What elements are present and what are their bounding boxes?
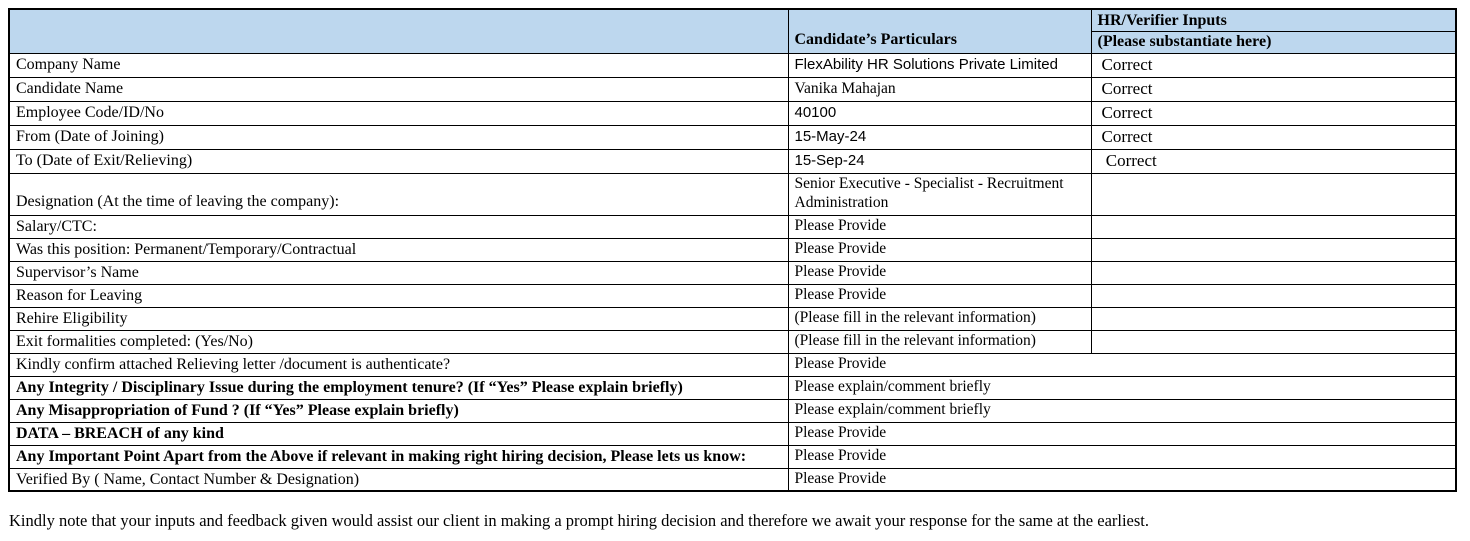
candidate-value-cell: Please Provide <box>788 468 1456 491</box>
footer-note: Kindly note that your inputs and feedback given would assist our client in making a prompt hiring decision and therefore we await your response for the same at the earliest. <box>9 511 1150 530</box>
table-row <box>9 445 1456 468</box>
verifier-input-cell[interactable] <box>1091 215 1456 238</box>
row-label-cell: Rehire Eligibility <box>9 307 788 330</box>
row-label-cell: Company Name <box>9 53 788 77</box>
table-row <box>9 215 1456 238</box>
candidate-value-cell: FlexAbility HR Solutions Private Limited <box>788 53 1091 77</box>
verifier-input-cell[interactable] <box>1091 261 1456 284</box>
verifier-input-cell[interactable]: Correct <box>1091 101 1456 125</box>
table-row <box>9 125 1456 149</box>
row-label-cell: Designation (At the time of leaving the company): <box>9 173 788 215</box>
row-label-cell: From (Date of Joining) <box>9 125 788 149</box>
table-row <box>9 101 1456 125</box>
header-hr-verifier-inputs: HR/Verifier Inputs <box>1091 9 1456 31</box>
table-row <box>9 468 1456 491</box>
header-empty-cell <box>9 9 788 53</box>
header-substantiate-here: (Please substantiate here) <box>1091 31 1456 53</box>
table-row <box>9 173 1456 215</box>
candidate-value-cell: (Please fill in the relevant information) <box>788 307 1091 330</box>
row-label-cell: To (Date of Exit/Relieving) <box>9 149 788 173</box>
verifier-input-cell[interactable] <box>1091 284 1456 307</box>
verification-table <box>8 8 1457 492</box>
header-candidate-particulars: Candidate’s Particulars <box>788 9 1091 53</box>
candidate-value-cell: Please Provide <box>788 238 1091 261</box>
row-label-cell: Verified By ( Name, Contact Number & Designation) <box>9 468 788 491</box>
verifier-input-cell[interactable] <box>1091 238 1456 261</box>
table-row <box>9 399 1456 422</box>
row-label-cell: DATA – BREACH of any kind <box>9 422 788 445</box>
row-label-cell: Was this position: Permanent/Temporary/Contractual <box>9 238 788 261</box>
candidate-value-cell: 15-Sep-24 <box>788 149 1091 173</box>
candidate-value-cell: Please explain/comment briefly <box>788 399 1456 422</box>
row-label-cell: Any Misappropriation of Fund ? (If “Yes” Please explain briefly) <box>9 399 788 422</box>
verifier-input-cell[interactable] <box>1091 173 1456 215</box>
row-label-cell: Kindly confirm attached Relieving letter /document is authenticate? <box>9 353 788 376</box>
verifier-input-cell[interactable] <box>1091 330 1456 353</box>
candidate-value-cell: Vanika Mahajan <box>788 77 1091 101</box>
table-row <box>9 422 1456 445</box>
table-row <box>9 353 1456 376</box>
candidate-value-cell: Please Provide <box>788 353 1456 376</box>
row-label-cell: Candidate Name <box>9 77 788 101</box>
table-row <box>9 149 1456 173</box>
table-row <box>9 238 1456 261</box>
candidate-value-cell: Please Provide <box>788 215 1091 238</box>
candidate-value-cell: Senior Executive - Specialist - Recruitment Administration <box>788 173 1091 215</box>
row-label-cell: Exit formalities completed: (Yes/No) <box>9 330 788 353</box>
row-label-cell: Employee Code/ID/No <box>9 101 788 125</box>
row-label-cell: Any Integrity / Disciplinary Issue during the employment tenure? (If “Yes” Please explain briefly) <box>9 376 788 399</box>
candidate-value-cell: Please Provide <box>788 445 1456 468</box>
table-row <box>9 284 1456 307</box>
candidate-value-cell: Please Provide <box>788 261 1091 284</box>
table-row <box>9 261 1456 284</box>
candidate-value-cell: Please Provide <box>788 284 1091 307</box>
candidate-value-cell: Please explain/comment briefly <box>788 376 1456 399</box>
verifier-input-cell[interactable]: Correct <box>1091 77 1456 101</box>
table-row <box>9 307 1456 330</box>
candidate-value-cell: Please Provide <box>788 422 1456 445</box>
table-row <box>9 53 1456 77</box>
row-label-cell: Salary/CTC: <box>9 215 788 238</box>
verifier-input-cell[interactable]: Correct <box>1091 125 1456 149</box>
verifier-input-cell[interactable]: Correct <box>1091 53 1456 77</box>
row-label-cell: Reason for Leaving <box>9 284 788 307</box>
table-row <box>9 77 1456 101</box>
row-label-cell: Supervisor’s Name <box>9 261 788 284</box>
row-label-cell: Any Important Point Apart from the Above if relevant in making right hiring decision, Please lets us know: <box>9 445 788 468</box>
verifier-input-cell[interactable]: Correct <box>1091 149 1456 173</box>
table-row <box>9 330 1456 353</box>
candidate-value-cell: 15-May-24 <box>788 125 1091 149</box>
candidate-value-cell: (Please fill in the relevant information) <box>788 330 1091 353</box>
table-row <box>9 376 1456 399</box>
candidate-value-cell: 40100 <box>788 101 1091 125</box>
verifier-input-cell[interactable] <box>1091 307 1456 330</box>
